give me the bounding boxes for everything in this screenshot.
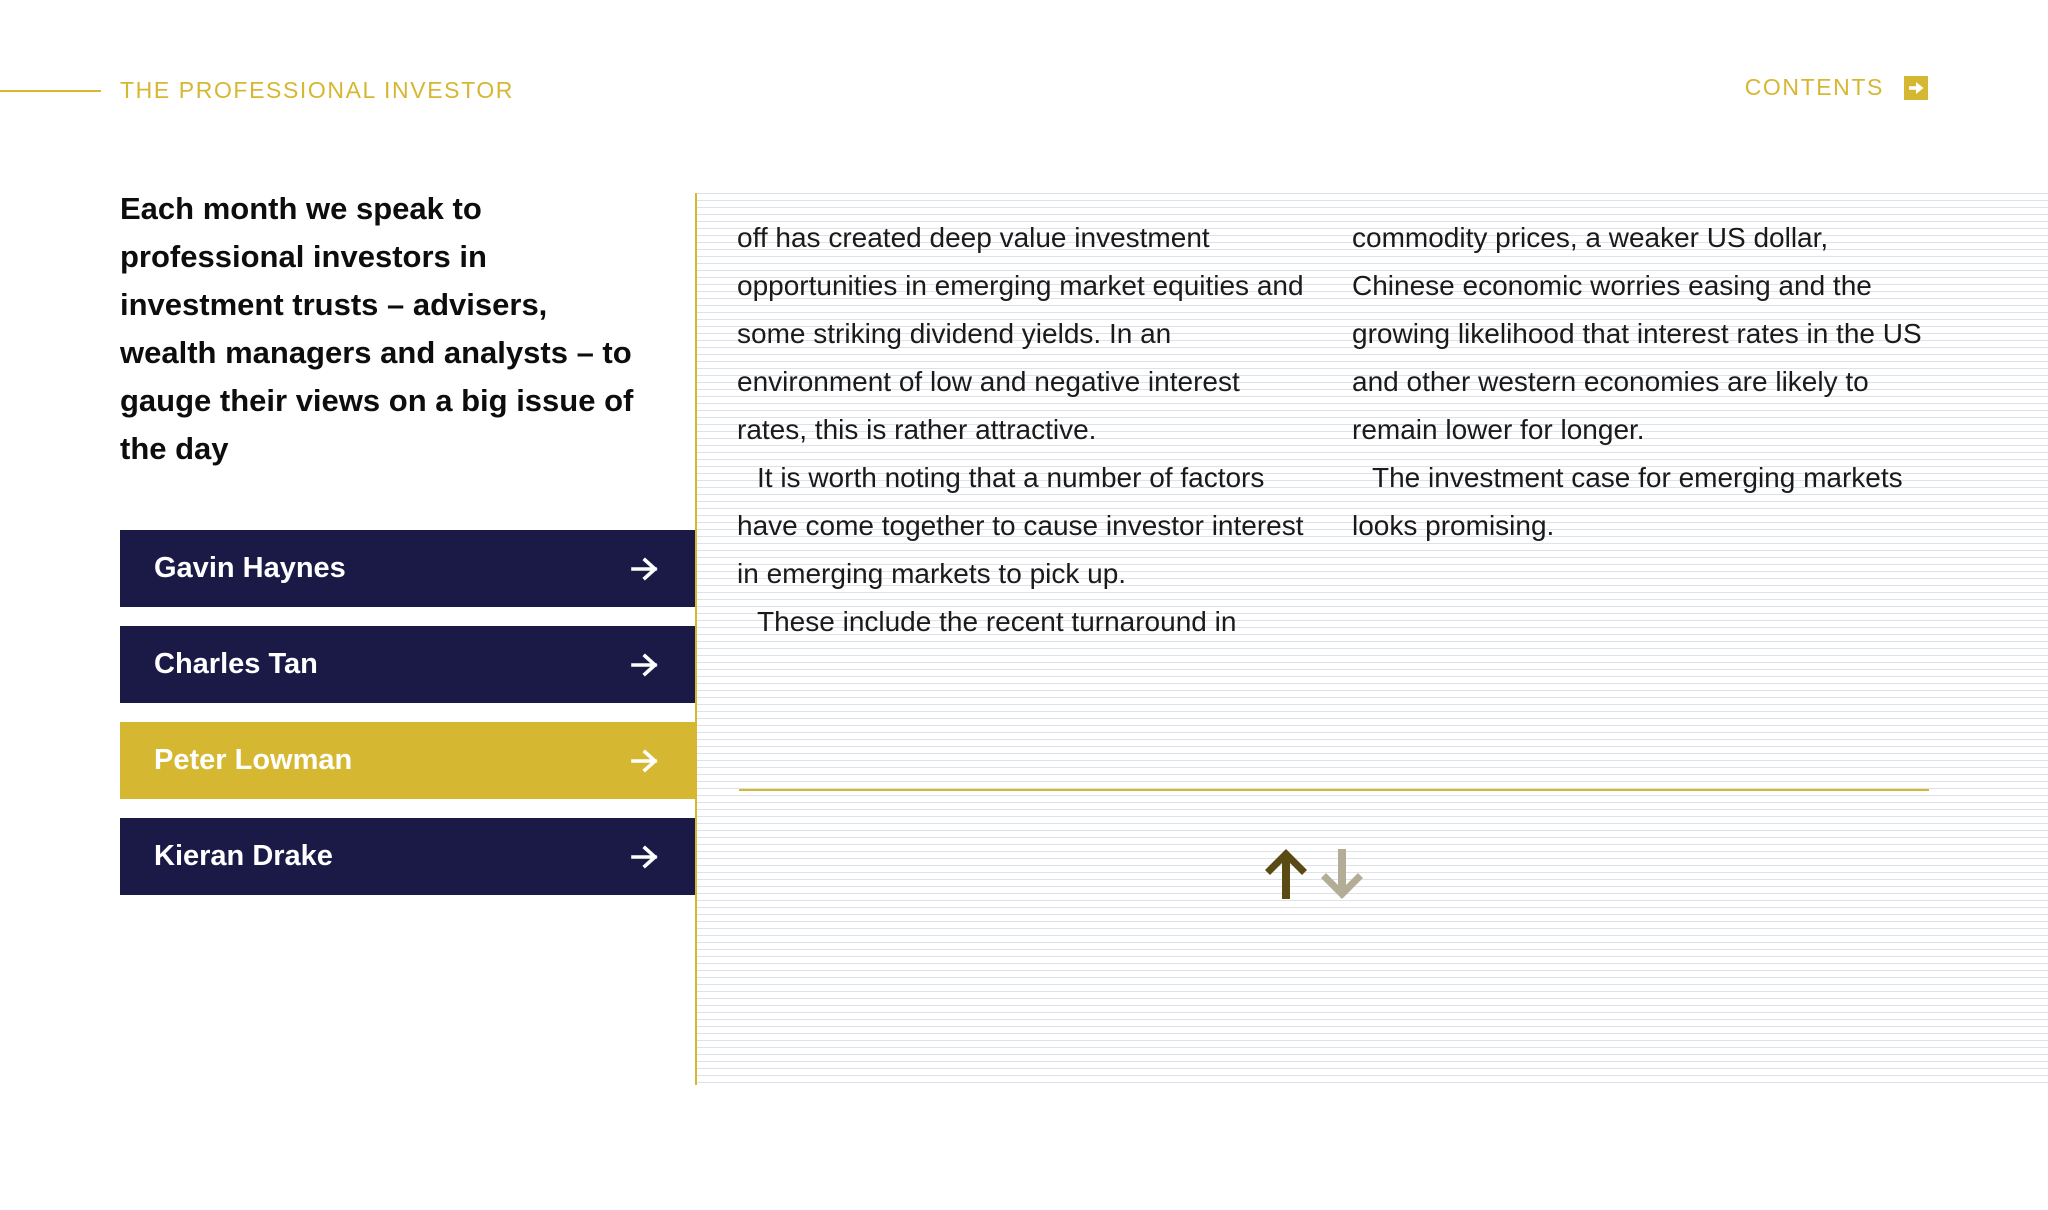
arrow-up-icon[interactable] — [1263, 847, 1309, 901]
arrow-right-icon — [631, 557, 659, 581]
investor-name: Peter Lowman — [154, 744, 353, 776]
article-paragraph: off has created deep value investment opportunities in emerging market equities and some striking dividend yields. In an environment of low and negative interest rates, this is rather attractive. — [737, 222, 1304, 445]
page-navigation — [1263, 847, 1365, 901]
article-paragraph: commodity prices, a weaker US dollar, Chinese economic worries easing and the growing likelihood that interest rates in the US and other western economies are likely to remain lower for longer. — [1352, 222, 1922, 445]
investor-button-charles-tan[interactable] — [120, 626, 695, 703]
article-paragraph: It is worth noting that a number of factors have come together to cause investor interest in emerging markets to pick up. — [737, 462, 1304, 589]
investor-button-kieran-drake[interactable] — [120, 818, 695, 895]
article-paragraph: The investment case for emerging markets looks promising. — [1352, 462, 1903, 541]
arrow-right-icon — [631, 749, 659, 773]
arrow-right-icon — [631, 653, 659, 677]
article-panel — [695, 193, 2048, 1085]
investor-name: Kieran Drake — [154, 840, 333, 872]
panel-divider — [739, 789, 1929, 791]
arrow-down-icon[interactable] — [1319, 847, 1365, 901]
contents-label: CONTENTS — [1744, 74, 1884, 100]
contents-link[interactable] — [1745, 74, 1928, 101]
publication-title: THE PROFESSIONAL INVESTOR — [120, 77, 515, 103]
investor-name: Charles Tan — [154, 648, 318, 680]
intro-text: Each month we speak to professional investors in investment trusts – advisers, wealth managers and analysts – to gauge their views on a big issue of the day — [120, 191, 634, 466]
investor-button-gavin-haynes[interactable] — [120, 530, 695, 607]
article-columns — [737, 214, 1927, 646]
header-rule — [0, 90, 101, 92]
article-paragraph: These include the recent turnaround in — [757, 606, 1237, 637]
arrow-right-box-icon — [1904, 76, 1928, 100]
investor-button-peter-lowman[interactable] — [120, 722, 695, 799]
arrow-right-icon — [631, 845, 659, 869]
article-column-2 — [1352, 214, 1927, 646]
article-column-1 — [737, 214, 1312, 646]
investor-list — [120, 530, 695, 914]
investor-name: Gavin Haynes — [154, 552, 346, 584]
